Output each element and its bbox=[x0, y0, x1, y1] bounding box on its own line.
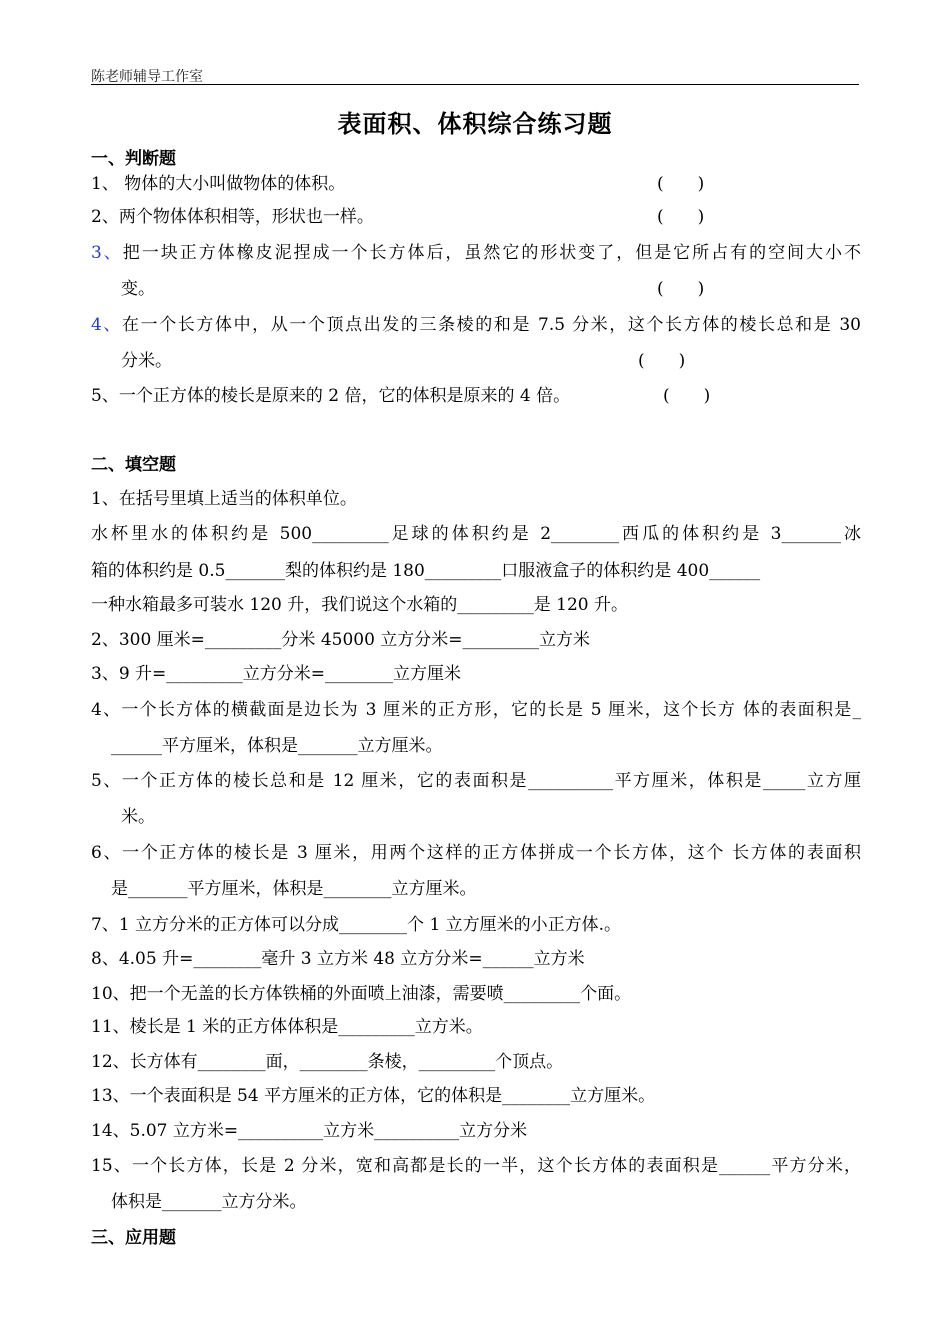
judge-q3-text: 把一块正方体橡皮泥捏成一个长方体后，虽然它的形状变了，但是它所占有的空间大小不 bbox=[122, 243, 861, 263]
fill-line: 13、一个表面积是 54 平方厘米的正方体，它的体积是________立方厘米。 bbox=[91, 1086, 656, 1106]
fill-line: 水杯里水的体积约是 500_________足球的体积约是 2________西瓜的体积约是 3_______冰 bbox=[91, 524, 861, 544]
judge-q5-num: 5、 bbox=[91, 386, 119, 406]
judge-q2-text: 两个物体体积相等，形状也一样。 bbox=[118, 207, 374, 227]
fill-line: 7、1 立方分米的正方体可以分成________个 1 立方厘米的小正方体.。 bbox=[91, 915, 622, 935]
judge-q4-cont: 分米。 bbox=[121, 351, 172, 371]
judge-q3 bbox=[91, 242, 861, 264]
judge-q3-num: 3、 bbox=[91, 243, 123, 263]
section1-heading: 一、判断题 bbox=[91, 149, 176, 169]
fill-line: 3、9 升=_________立方分米=________立方厘米 bbox=[91, 664, 462, 684]
fill-line: ______平方厘米，体积是_______立方厘米。 bbox=[111, 736, 443, 756]
fill-line: 11、棱长是 1 米的正方体体积是_________立方米。 bbox=[91, 1017, 483, 1037]
fill-line: 米。 bbox=[121, 807, 155, 827]
judge-q1-answer[interactable]: ( ) bbox=[657, 174, 705, 194]
judge-q3-cont: 变。 bbox=[121, 279, 155, 299]
fill-line: 4、一个长方体的横截面是边长为 3 厘米的正方形，它的长是 5 厘米，这个长方 体的表面积是_ bbox=[91, 700, 861, 720]
judge-q5 bbox=[91, 385, 570, 407]
judge-q4 bbox=[91, 314, 861, 336]
judge-q2 bbox=[91, 206, 374, 228]
judge-q2-answer[interactable]: ( ) bbox=[657, 207, 705, 227]
judge-q2-num: 2、 bbox=[91, 207, 119, 227]
section3-heading: 三、应用题 bbox=[91, 1228, 176, 1248]
fill-line: 14、5.07 立方米=__________立方米__________立方分米 bbox=[91, 1121, 528, 1141]
judge-q5-text: 一个正方体的棱长是原来的 2 倍，它的体积是原来的 4 倍。 bbox=[118, 386, 571, 406]
judge-q1-text: 物体的大小叫做物体的体积。 bbox=[118, 174, 346, 194]
header-rule bbox=[91, 84, 859, 85]
page-title: 表面积、体积综合练习题 bbox=[337, 109, 613, 138]
judge-q3-answer[interactable]: ( ) bbox=[657, 279, 705, 299]
fill-line: 箱的体积约是 0.5_______梨的体积约是 180_________口服液盒子的体积约是 400______ bbox=[91, 561, 761, 581]
judge-q5-answer[interactable]: ( ) bbox=[663, 386, 711, 406]
fill-line: 体积是_______立方分米。 bbox=[111, 1192, 307, 1212]
fill-line: 15、一个长方体，长是 2 分米，宽和高都是长的一半，这个长方体的表面积是______平方分米， bbox=[91, 1156, 861, 1176]
fill-line: 5、一个正方体的棱长总和是 12 厘米，它的表面积是__________平方厘米，体积是_____立方厘 bbox=[91, 771, 861, 791]
fill-line: 2、300 厘米=_________分米 45000 立方分米=_________立方米 bbox=[91, 630, 591, 650]
fill-line: 6、一个正方体的棱长是 3 厘米，用两个这样的正方体拼成一个长方体，这个 长方体的表面积 bbox=[91, 843, 861, 863]
fill-line: 是_______平方厘米，体积是________立方厘米。 bbox=[111, 879, 477, 899]
judge-q4-num: 4、 bbox=[91, 315, 123, 335]
fill-line: 8、4.05 升=________毫升 3 立方米 48 立方分米=______立方米 bbox=[91, 949, 585, 969]
judge-q4-text: 在一个长方体中，从一个顶点出发的三条棱的和是 7.5 分米，这个长方体的棱长总和是 30 bbox=[122, 315, 861, 335]
fill-line: 12、长方体有________面，________条棱，_________个顶点。 bbox=[91, 1052, 564, 1072]
header-studio: 陈老师辅导工作室 bbox=[91, 69, 203, 85]
fill-line: 1、在括号里填上适当的体积单位。 bbox=[91, 489, 357, 509]
judge-q4-answer[interactable]: ( ) bbox=[638, 351, 686, 371]
fill-line: 10、把一个无盖的长方体铁桶的外面喷上油漆，需要喷_________个面。 bbox=[91, 984, 632, 1004]
judge-q1-num: 1、 bbox=[91, 174, 119, 194]
section2-heading: 二、填空题 bbox=[91, 455, 176, 475]
judge-q1 bbox=[91, 173, 345, 195]
fill-line: 一种水箱最多可装水 120 升，我们说这个水箱的_________是 120 升。 bbox=[91, 595, 629, 615]
